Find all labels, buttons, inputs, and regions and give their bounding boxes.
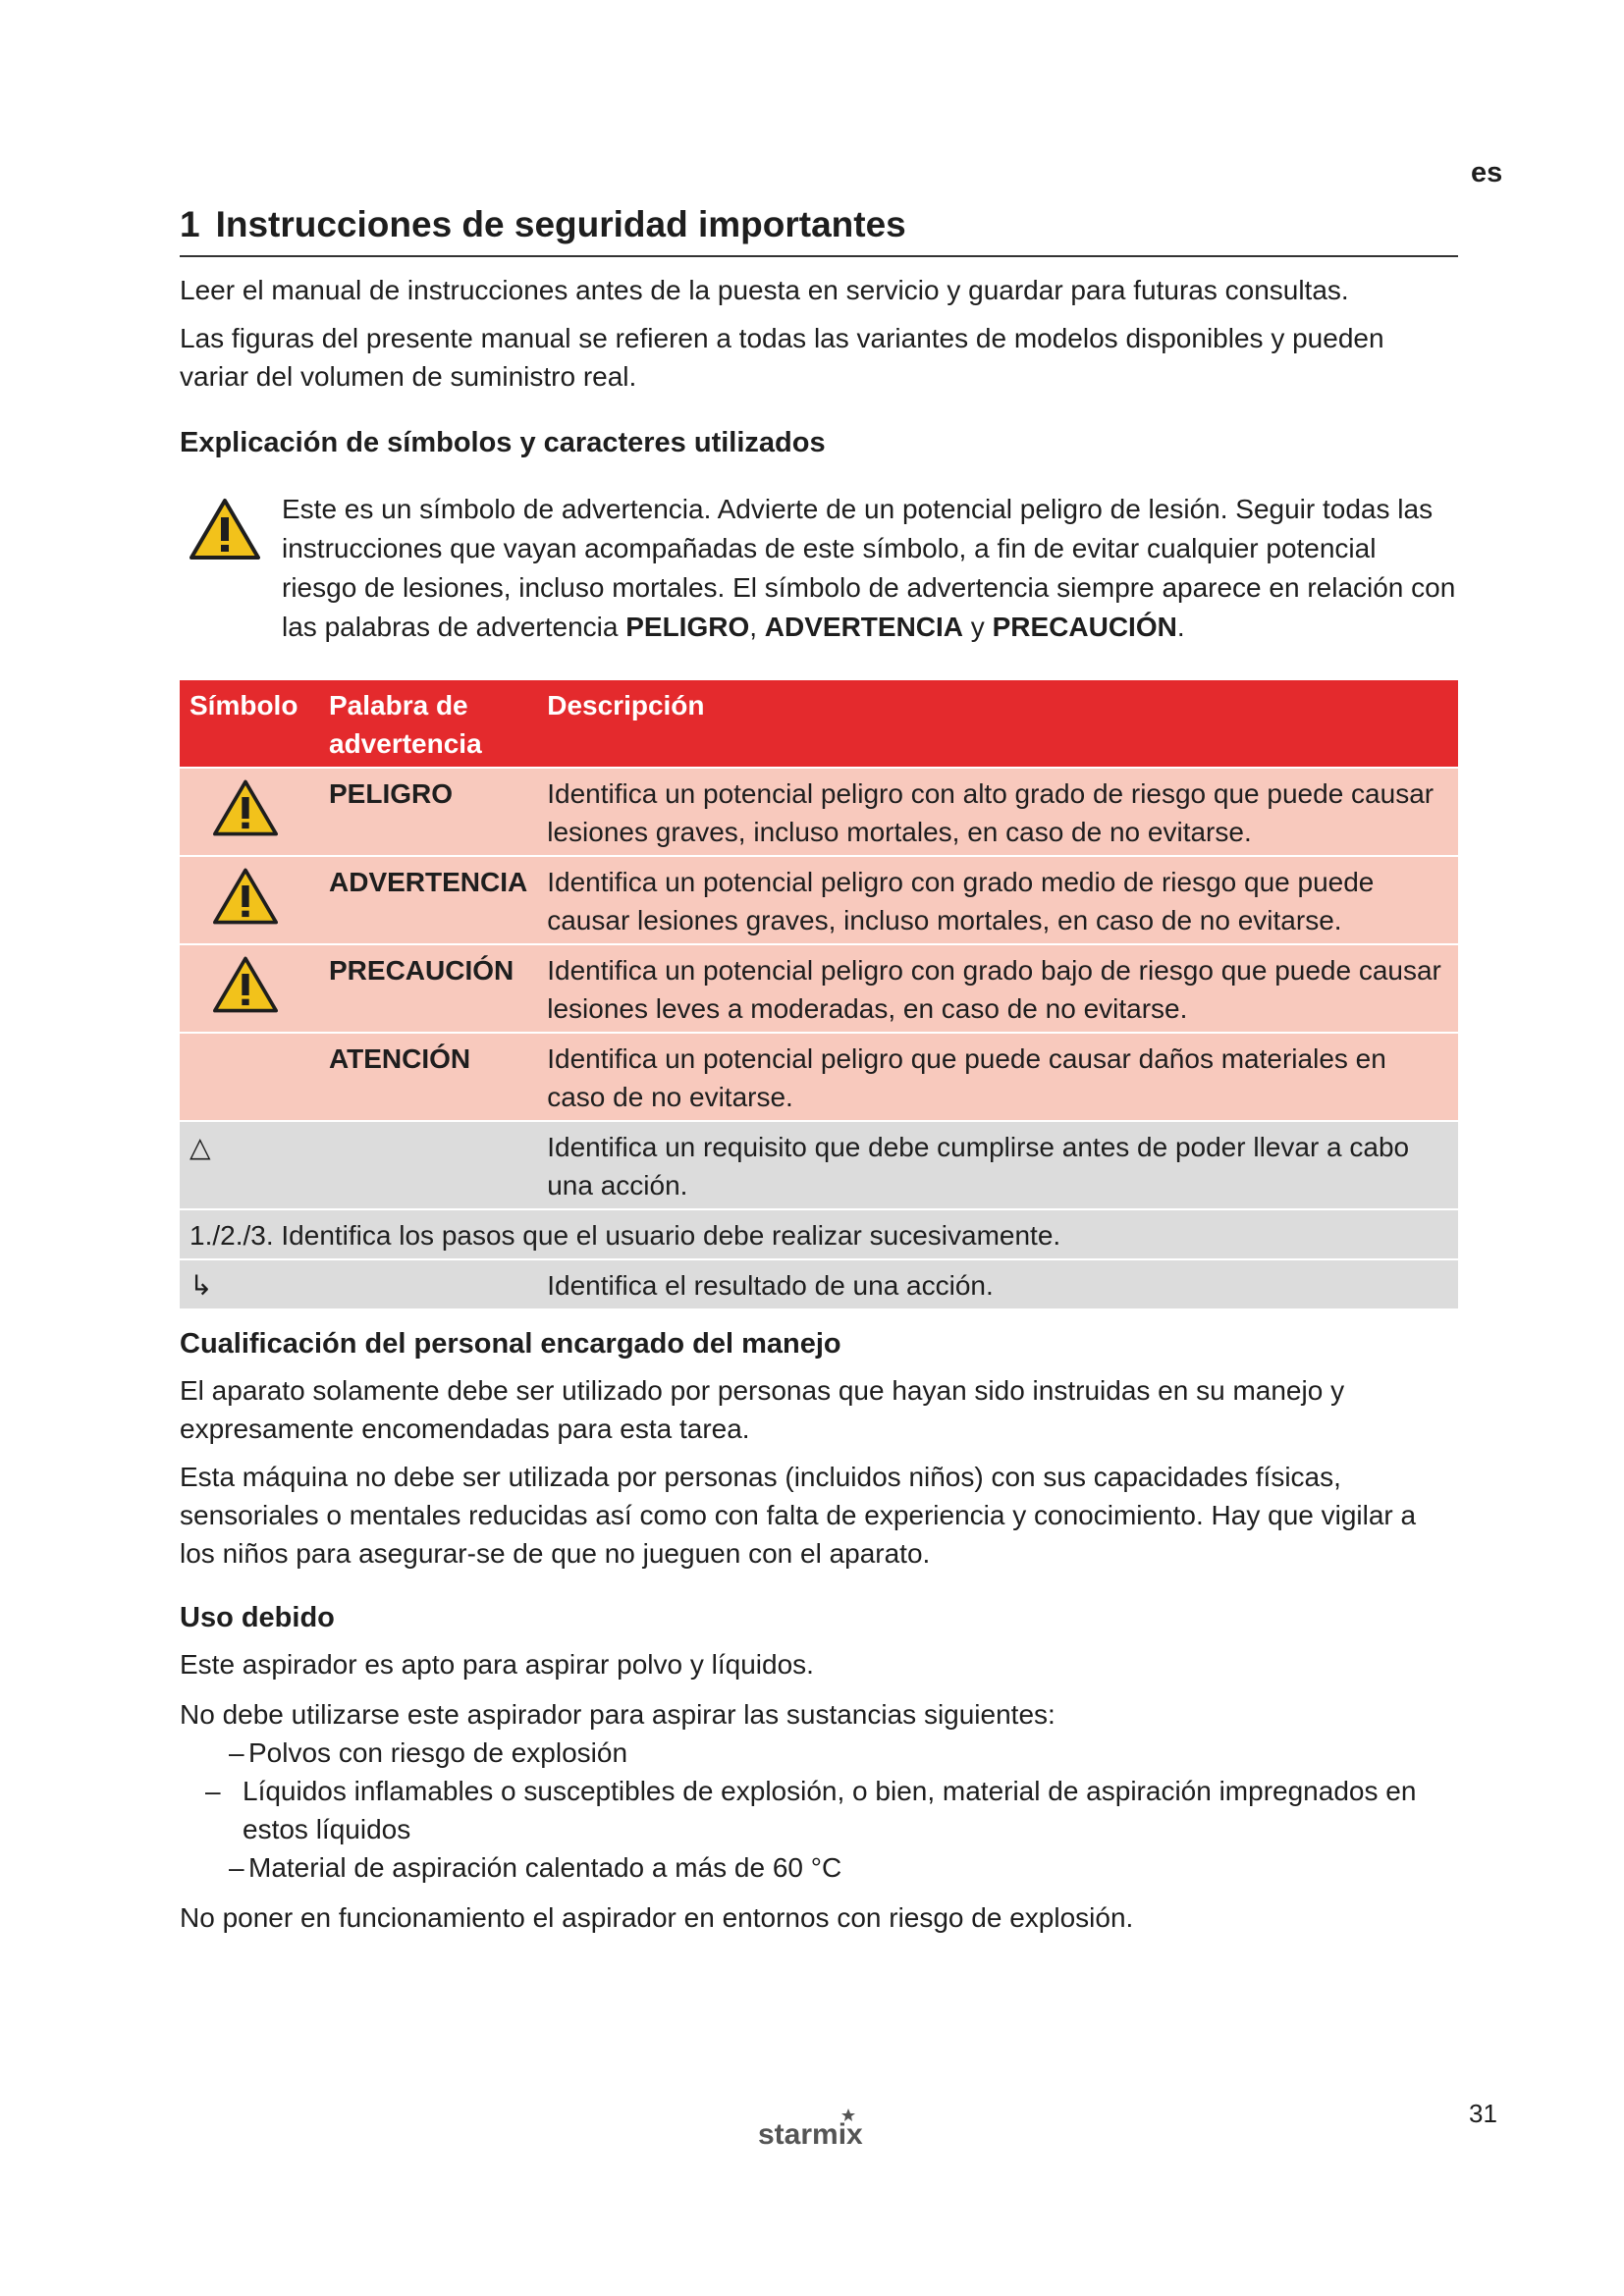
warning-symbol-explanation bbox=[180, 490, 1458, 647]
warning-triangle-icon bbox=[213, 955, 278, 1014]
signal-word: ADVERTENCIA bbox=[319, 856, 537, 944]
intro-paragraph-1: Leer el manual de instrucciones antes de la puesta en servicio y guardar para futuras consultas. bbox=[180, 275, 1349, 305]
description: Identifica el resultado de una acción. bbox=[537, 1259, 1458, 1308]
signal-word: PRECAUCIÓN bbox=[319, 944, 537, 1033]
warning-triangle-icon bbox=[213, 867, 278, 926]
header-description: Descripción bbox=[537, 680, 1458, 768]
description: Identifica un requisito que debe cumplirse antes de poder llevar a cabo una acción. bbox=[537, 1121, 1458, 1209]
warning-triangle-icon bbox=[213, 778, 278, 837]
list-item: – Líquidos inflamables o susceptibles de explosión, o bien, material de aspiración impregnados en estos líquidos bbox=[205, 1776, 1417, 1844]
language-tag: es bbox=[1471, 157, 1503, 188]
table-row bbox=[180, 944, 1458, 1033]
table-row bbox=[180, 1209, 1458, 1259]
header-symbol: Símbolo bbox=[180, 680, 319, 768]
page-number: 31 bbox=[1469, 2099, 1497, 2128]
use-paragraph-2: No debe utilizarse este aspirador para aspirar las sustancias siguientes: bbox=[180, 1699, 1056, 1730]
description: Identifica un potencial peligro con grado medio de riesgo que puede causar lesiones graves, incluso mortales, en caso de no evitarse. bbox=[537, 856, 1458, 944]
table-row bbox=[180, 856, 1458, 944]
section-title: 1 Instrucciones de seguridad importantes bbox=[180, 204, 1458, 257]
svg-text:starmix: starmix bbox=[758, 2118, 863, 2151]
table-row bbox=[180, 1121, 1458, 1209]
symbols-table bbox=[180, 680, 1458, 1308]
qualification-heading: Cualificación del personal encargado del manejo bbox=[180, 1328, 841, 1360]
use-paragraph-3: No poner en funcionamiento el aspirador en entornos con riesgo de explosión. bbox=[180, 1902, 1134, 1933]
list-item: – Polvos con riesgo de explosión bbox=[229, 1737, 628, 1768]
description: 1./2./3. Identifica los pasos que el usuario debe realizar sucesivamente. bbox=[180, 1209, 1458, 1259]
header-signal-word: Palabra de advertencia bbox=[319, 680, 537, 768]
description: Identifica un potencial peligro que puede causar daños materiales en caso de no evitarse. bbox=[537, 1033, 1458, 1121]
signal-word: ATENCIÓN bbox=[319, 1033, 537, 1121]
use-paragraph-1: Este aspirador es apto para aspirar polvo y líquidos. bbox=[180, 1649, 814, 1680]
table-row bbox=[180, 1259, 1458, 1308]
qualification-paragraph-2: Esta máquina no debe ser utilizada por personas (incluidos niños) con sus capacidades físicas, sensoriales o mentales reducidas así como con falta de experiencia y conocimiento. Hay que vigilar a los niños para asegurar-se de que no jueguen con el aparato. bbox=[180, 1462, 1417, 1569]
result-arrow-icon: ↳ bbox=[180, 1259, 319, 1308]
signal-word: PELIGRO bbox=[319, 768, 537, 856]
page-content bbox=[180, 204, 1458, 1937]
qualification-paragraph-1: El aparato solamente debe ser utilizado por personas que hayan sido instruidas en su manejo y expresamente encomendadas para esta tarea. bbox=[180, 1375, 1345, 1444]
description: Identifica un potencial peligro con alto grado de riesgo que puede causar lesiones graves, incluso mortales, en caso de no evitarse. bbox=[537, 768, 1458, 856]
symbols-heading: Explicación de símbolos y caracteres utilizados bbox=[180, 427, 826, 458]
starmix-logo bbox=[754, 2107, 882, 2152]
warning-triangle-icon bbox=[189, 498, 260, 561]
description: Identifica un potencial peligro con grado bajo de riesgo que puede causar lesiones leves a moderadas, en caso de no evitarse. bbox=[537, 944, 1458, 1033]
use-heading: Uso debido bbox=[180, 1602, 335, 1633]
table-row bbox=[180, 768, 1458, 856]
intro-paragraph-2: Las figuras del presente manual se refieren a todas las variantes de modelos disponibles y pueden variar del volumen de suministro real. bbox=[180, 323, 1384, 392]
warning-explanation-text: Este es un símbolo de advertencia. Advierte de un potencial peligro de lesión. Seguir todas las instrucciones que vayan acompañadas de este símbolo, a fin de evitar cualquier potencial riesgo de lesiones, incluso mortales. El símbolo de advertencia siempre aparece en relación con las palabras de advertencia PELIGRO, ADVERTENCIA y PRECAUCIÓN. bbox=[282, 494, 1456, 642]
prerequisite-icon: △ bbox=[180, 1121, 319, 1209]
table-header-row bbox=[180, 680, 1458, 768]
table-row bbox=[180, 1033, 1458, 1121]
prohibited-substances-list bbox=[180, 1734, 1458, 1887]
list-item: – Material de aspiración calentado a más de 60 °C bbox=[229, 1852, 842, 1883]
